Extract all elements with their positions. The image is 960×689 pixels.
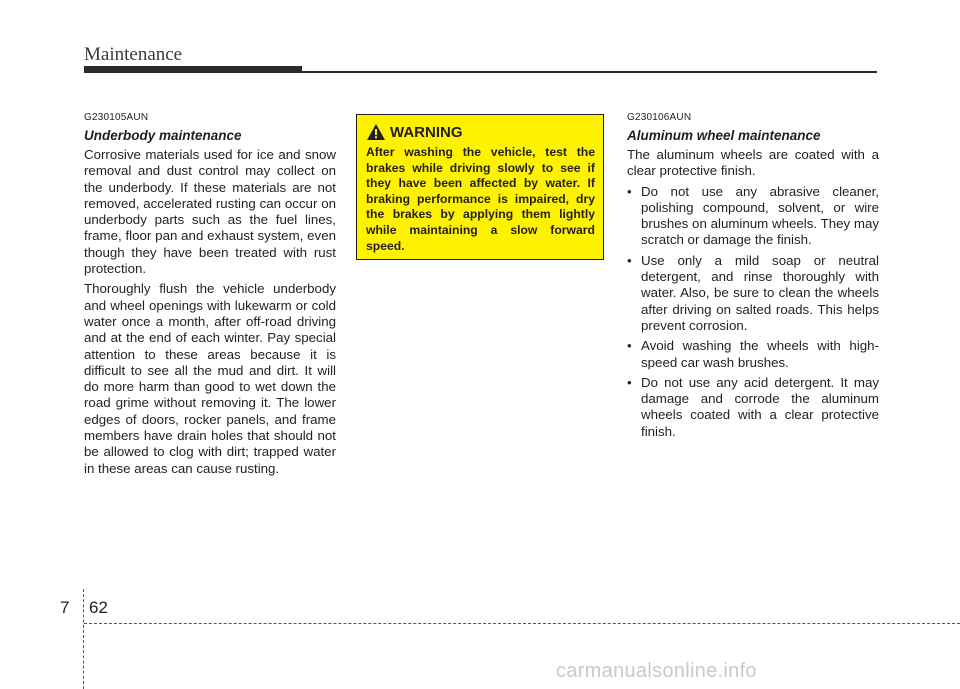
header-rule-thin — [300, 71, 877, 73]
bullet-item: • Do not use any abrasive cleaner, polishing compound, solvent, or wire brushes on aluminum wheels. They may scratch or damage the finish. — [627, 184, 879, 249]
section-heading: Aluminum wheel maintenance — [627, 128, 821, 143]
warning-triangle-icon — [366, 123, 386, 141]
chapter-number: 7 — [60, 598, 70, 617]
left-column — [84, 112, 336, 481]
bullet-item: • Do not use any acid detergent. It may damage and corrode the aluminum wheels coated with a clear protective finish. — [627, 375, 879, 440]
body-paragraph: Thoroughly flush the vehicle underbody and wheel openings with lukewarm or cold water once a month, after off-road driving and at the end of each winter. Pay special attention to these areas because it is difficult to see all the mud and dirt. It will do more harm than good to wet down the road grime without removing it. The lower edges of doors, rocker panels, and frame members have drain holes that should not be allowed to clog with dirt; trapped water in these areas can cause rusting. — [84, 281, 336, 476]
bullet-item: • Avoid washing the wheels with high-speed car wash brushes. — [627, 338, 879, 371]
footer-divider — [83, 589, 84, 689]
header-rule-thick — [84, 66, 302, 73]
intro-paragraph: The aluminum wheels are coated with a clear protective finish. — [627, 147, 879, 179]
bullet-list — [627, 184, 879, 440]
section-title: Maintenance — [84, 44, 183, 65]
page-number: 62 — [89, 598, 108, 617]
body-paragraph: Corrosive materials used for ice and snow removal and dust control may collect on the underbody. If these materials are not removed, accelerated rusting can occur on underbody parts such as the fuel lines, frame, floor pan and exhaust system, even though they have been treated with rust protection. — [84, 147, 336, 277]
section-code: G230105AUN — [84, 112, 149, 123]
right-column — [627, 112, 879, 444]
footer-rule — [84, 623, 960, 624]
warning-title: WARNING — [390, 123, 463, 141]
warning-box — [356, 114, 604, 260]
section-code: G230106AUN — [627, 112, 692, 123]
warning-text: After washing the vehicle, test the brakes while driving slowly to see if they have been affected by water. If braking performance is impaired, dry the brakes by applying them lightly while maintaining a slow forward speed. — [366, 145, 595, 253]
watermark: carmanualsonline.info — [556, 660, 757, 682]
warning-header — [366, 123, 595, 141]
bullet-item: • Use only a mild soap or neutral detergent, and rinse thoroughly with water. Also, be sure to clean the wheels after driving on salted roads. This helps prevent corrosion. — [627, 253, 879, 334]
section-heading: Underbody maintenance — [84, 128, 242, 143]
